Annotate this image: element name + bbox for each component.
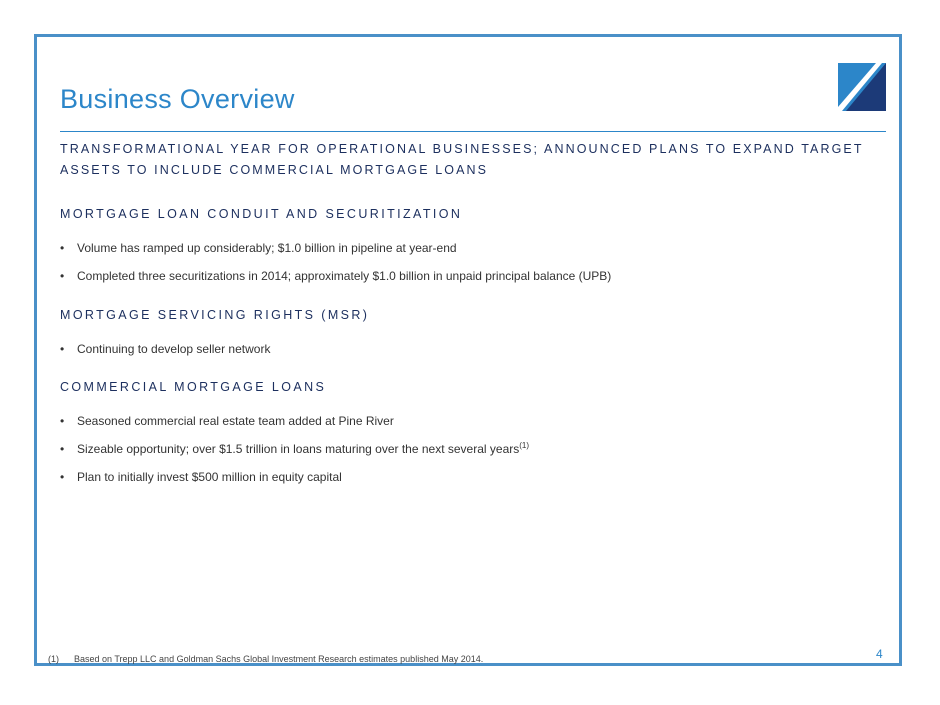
section-commercial <box>60 380 880 498</box>
bullet-list <box>60 241 880 283</box>
list-item <box>60 414 880 428</box>
section-heading: COMMERCIAL MORTGAGE LOANS <box>60 380 327 394</box>
list-item <box>60 470 880 484</box>
footnote-number: (1) <box>48 654 59 664</box>
list-item <box>60 241 880 255</box>
bullet-text: Completed three securitizations in 2014; approximately $1.0 billion in unpaid principal balance (UPB) <box>77 269 612 283</box>
page-title: Business Overview <box>60 84 295 114</box>
bullet-text: Plan to initially invest $500 million in equity capital <box>77 470 342 484</box>
list-item <box>60 442 880 456</box>
bullet-icon: • <box>60 241 65 255</box>
bullet-list <box>60 414 880 484</box>
bullet-text: Seasoned commercial real estate team added at Pine River <box>77 414 394 428</box>
title-divider <box>60 131 886 132</box>
footnote-reference: (1) <box>519 441 530 450</box>
bullet-list <box>60 342 880 356</box>
footnote <box>48 654 483 664</box>
bullet-text: Continuing to develop seller network <box>77 342 271 356</box>
slide-subtitle: TRANSFORMATIONAL YEAR FOR OPERATIONAL BUSINESSES; ANNOUNCED PLANS TO EXPAND TARGET ASSETS TO INCLUDE COMMERCIAL MORTGAGE LOANS <box>60 142 864 177</box>
bullet-icon: • <box>60 414 65 428</box>
section-heading: MORTGAGE LOAN CONDUIT AND SECURITIZATION <box>60 207 463 221</box>
page-number: 4 <box>876 647 883 661</box>
list-item <box>60 342 880 356</box>
bullet-icon: • <box>60 442 65 456</box>
company-logo-icon <box>838 63 886 111</box>
footnote-text: Based on Trepp LLC and Goldman Sachs Global Investment Research estimates published May 2014. <box>74 654 484 664</box>
bullet-icon: • <box>60 342 65 356</box>
section-heading: MORTGAGE SERVICING RIGHTS (MSR) <box>60 308 370 322</box>
bullet-text: Volume has ramped up considerably; $1.0 billion in pipeline at year-end <box>77 241 457 255</box>
list-item <box>60 269 880 283</box>
bullet-icon: • <box>60 470 65 484</box>
bullet-text: Sizeable opportunity; over $1.5 trillion in loans maturing over the next several years <box>77 442 520 456</box>
section-msr <box>60 308 880 370</box>
section-conduit <box>60 207 880 297</box>
bullet-icon: • <box>60 269 65 283</box>
